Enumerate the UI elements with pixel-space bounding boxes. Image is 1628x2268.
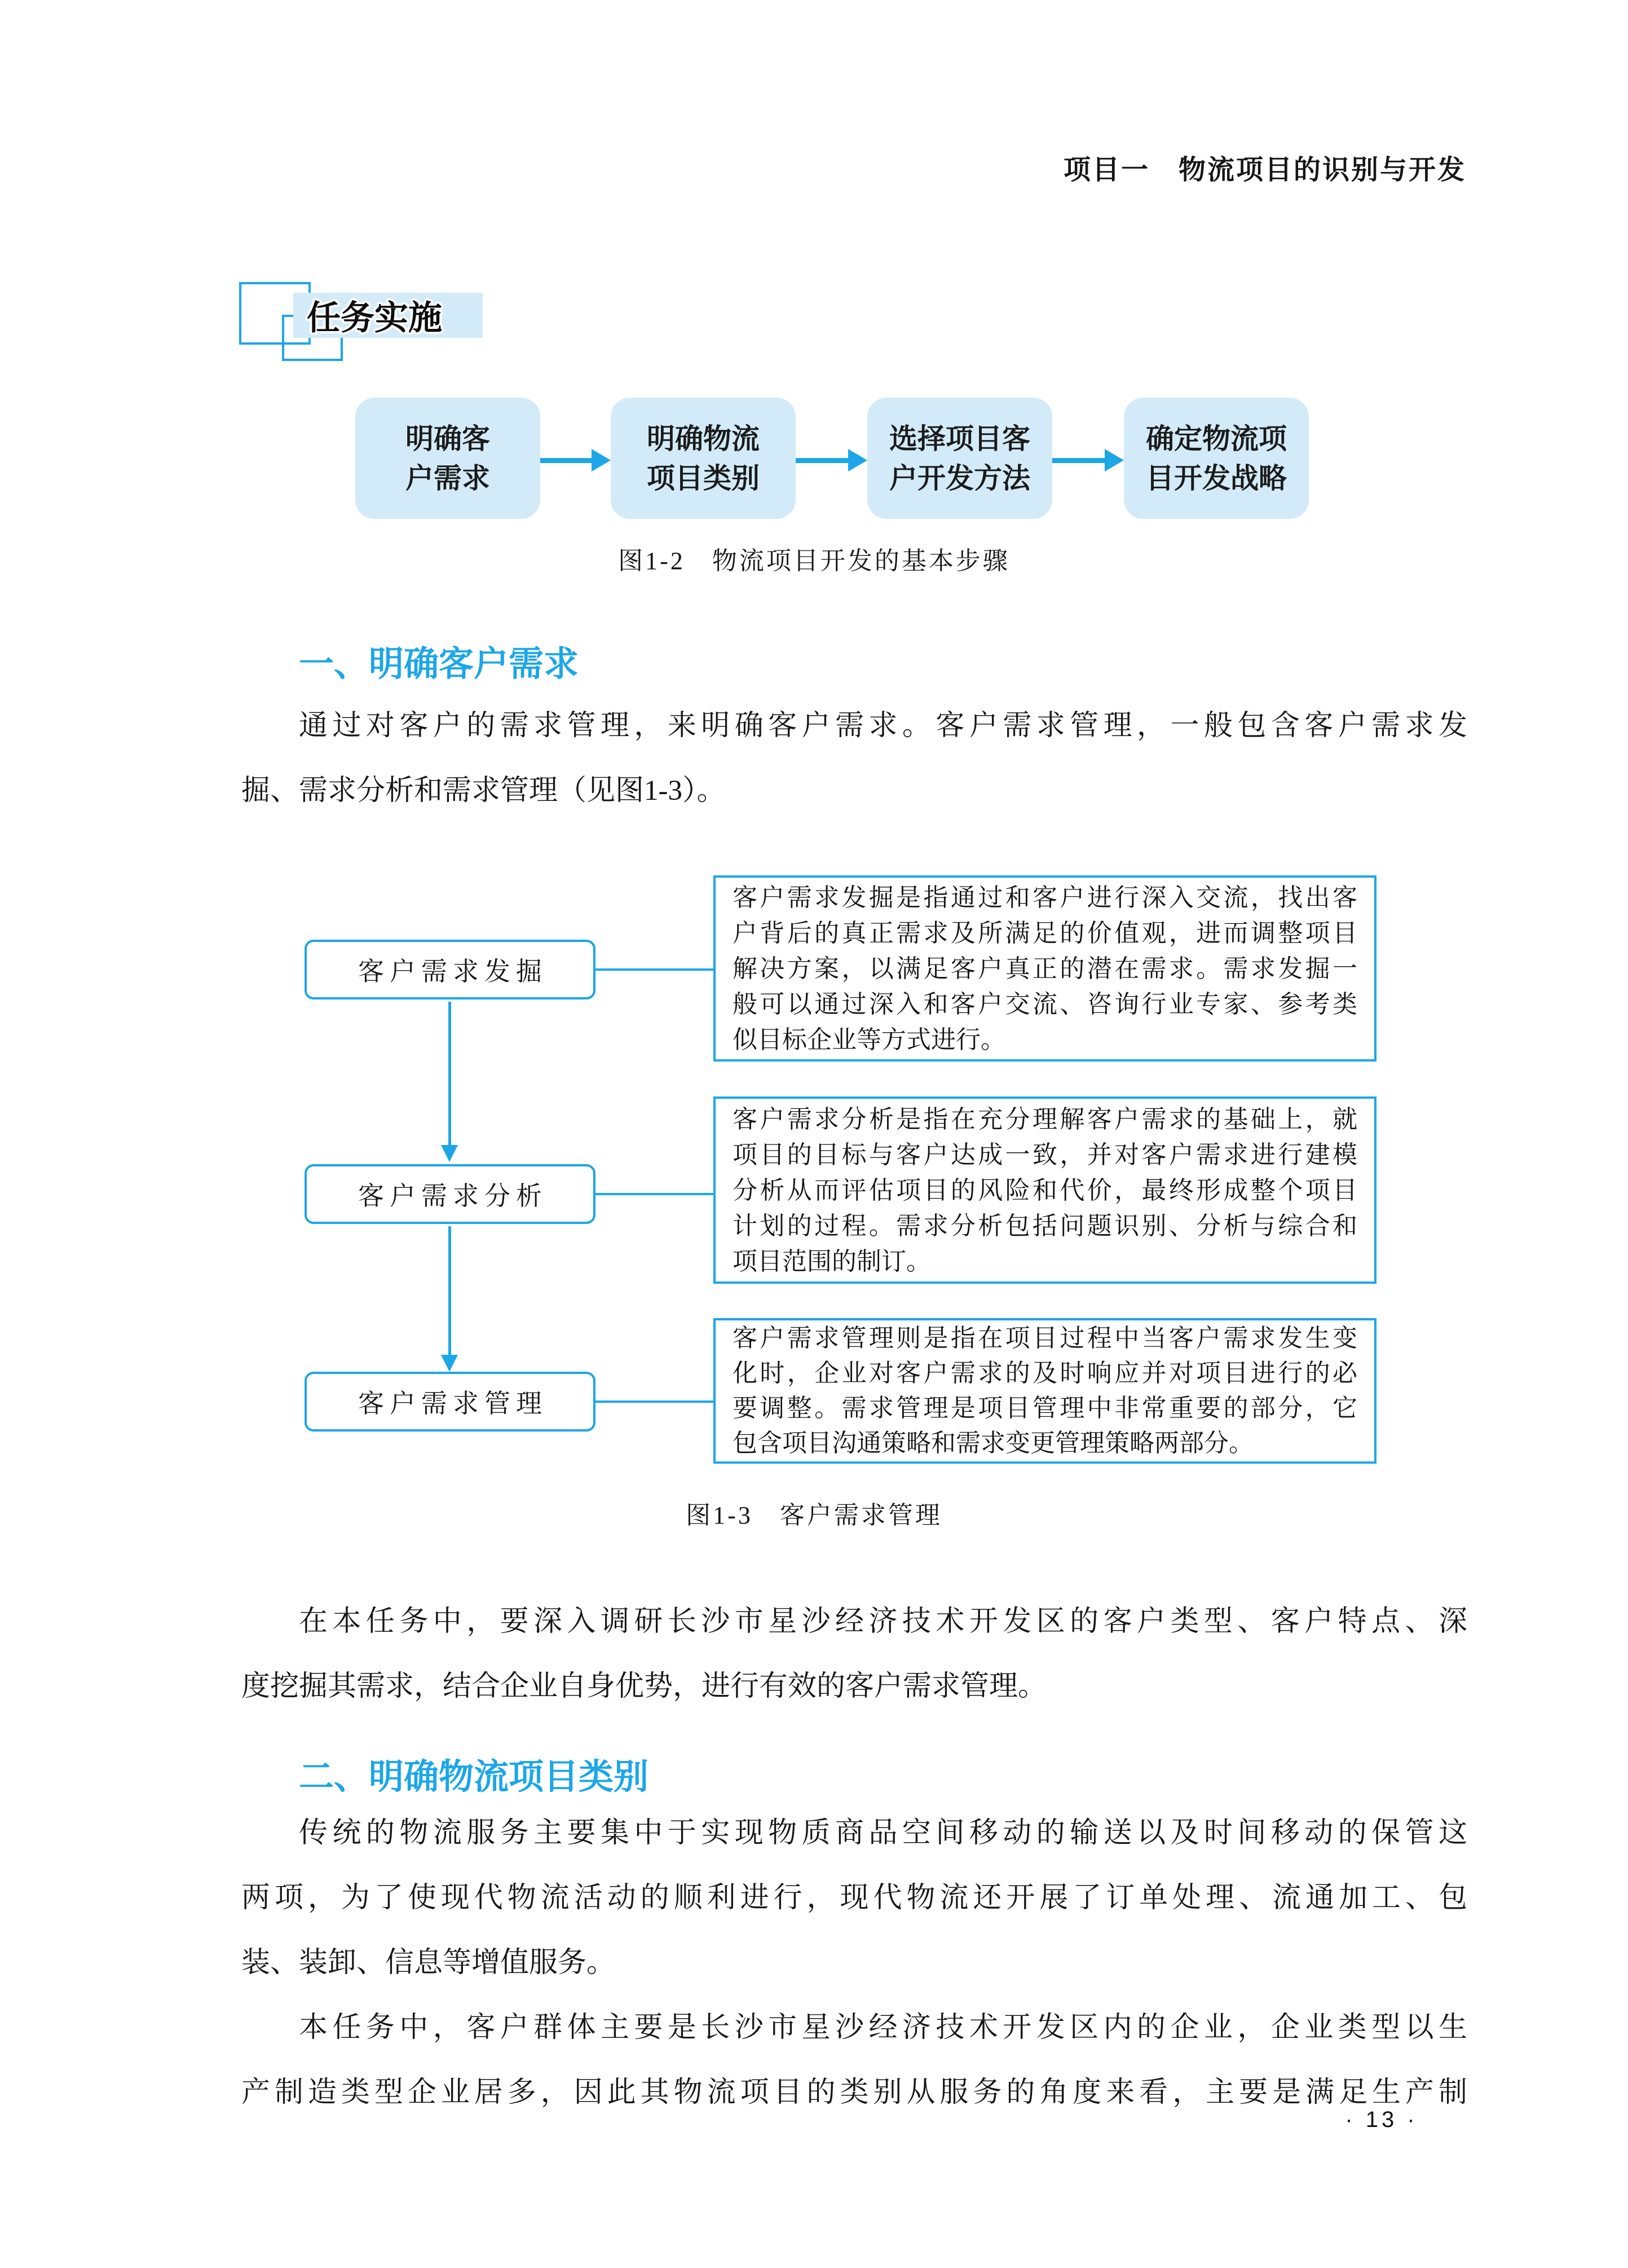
need-analysis-description-box bbox=[713, 1096, 1376, 1284]
need-management-description-box bbox=[713, 1318, 1376, 1464]
task-badge-label: 任务实施 bbox=[307, 300, 442, 337]
task-badge bbox=[293, 293, 483, 338]
description-line: 似目标企业等方式进行。 bbox=[733, 1025, 1005, 1054]
paragraph-line: 装、装卸、信息等增值服务。 bbox=[241, 1947, 616, 1979]
need-analysis-node-box: 客户需求分析 bbox=[305, 1164, 595, 1224]
need-discovery-description-box bbox=[713, 875, 1376, 1062]
arrow-head-icon bbox=[592, 449, 611, 472]
arrow-head-icon bbox=[441, 1145, 458, 1162]
description-line: 项目范围的制订。 bbox=[733, 1247, 931, 1275]
body-paragraph-2 bbox=[241, 1589, 1467, 1719]
flow-right-arrow-3 bbox=[1052, 449, 1124, 472]
need-management-node-box: 客户需求管理 bbox=[305, 1372, 595, 1432]
paragraph-line: 在本任务中，要深入调研长沙市星沙经济技术开发区的客户类型、客户特点、深 bbox=[299, 1606, 1467, 1637]
node-link-line-3 bbox=[595, 1401, 713, 1403]
arrow-shaft bbox=[448, 1226, 451, 1356]
flow-right-arrow-2 bbox=[796, 449, 867, 472]
arrow-shaft bbox=[540, 458, 594, 463]
description-text bbox=[733, 1102, 1357, 1279]
description-line: 包含项目沟通策略和需求变更管理策略两部分。 bbox=[733, 1429, 1254, 1457]
arrow-shaft bbox=[1052, 458, 1107, 463]
need-discovery-node-box: 客户需求发掘 bbox=[305, 940, 595, 999]
arrow-shaft bbox=[448, 1002, 451, 1146]
paragraph-line: 本任务中，客户群体主要是长沙市星沙经济技术开发区内的企业，企业类型以生 bbox=[299, 2012, 1467, 2044]
node-down-arrow-1 bbox=[441, 1002, 458, 1162]
flow-step-4-line-1: 确定物流项 bbox=[1146, 422, 1287, 455]
description-line: 项目的目标与客户达成一致，并对客户需求进行建模 bbox=[733, 1140, 1357, 1169]
body-paragraph-4 bbox=[241, 1996, 1467, 2125]
description-line: 解决方案，以满足客户真正的潜在需求。需求发掘一 bbox=[733, 954, 1357, 983]
description-line: 化时，企业对客户需求的及时响应并对项目进行的必 bbox=[733, 1359, 1357, 1387]
paragraph-line: 通过对客户的需求管理，来明确客户需求。客户需求管理，一般包含客户需求发 bbox=[299, 710, 1467, 742]
flow-step-1-line-1: 明确客 bbox=[405, 422, 490, 455]
flow-step-2-line-1: 明确物流 bbox=[647, 422, 760, 455]
flow-step-2-line-2: 项目类别 bbox=[647, 462, 760, 494]
arrow-head-icon bbox=[1105, 449, 1124, 472]
arrow-shaft bbox=[796, 458, 850, 463]
paragraph-line: 传统的物流服务主要集中于实现物质商品空间移动的输送以及时间移动的保管这 bbox=[299, 1817, 1467, 1849]
flow-step-box-4 bbox=[1124, 398, 1309, 519]
flow-step-4-line-2: 目开发战略 bbox=[1146, 462, 1287, 494]
description-line: 般可以通过深入和客户交流、咨询行业专家、参考类 bbox=[733, 990, 1357, 1018]
node-link-line-1 bbox=[595, 968, 713, 971]
figure-1-3-caption: 图1-3 客户需求管理 bbox=[686, 1501, 942, 1529]
arrow-head-icon bbox=[441, 1355, 458, 1372]
node-link-line-2 bbox=[595, 1193, 713, 1195]
description-line: 户背后的真正需求及所满足的价值观，进而调整项目 bbox=[733, 919, 1357, 947]
paragraph-line: 产制造类型企业居多，因此其物流项目的类别从服务的角度来看，主要是满足生产制 bbox=[241, 2077, 1467, 2108]
node-down-arrow-2 bbox=[441, 1226, 458, 1372]
description-text bbox=[733, 880, 1357, 1058]
arrow-head-icon bbox=[848, 449, 867, 472]
paragraph-line: 掘、需求分析和需求管理（见图1-3）。 bbox=[241, 775, 726, 807]
body-paragraph-1 bbox=[241, 694, 1467, 823]
description-line: 计划的过程。需求分析包括问题识别、分析与综合和 bbox=[733, 1212, 1357, 1240]
flow-step-box-1 bbox=[355, 398, 540, 519]
flow-right-arrow-1 bbox=[540, 449, 611, 472]
section-heading-1: 一、明确客户需求 bbox=[299, 645, 579, 684]
paragraph-line: 两项，为了使现代物流活动的顺利进行，现代物流还开展了订单处理、流通加工、包 bbox=[241, 1882, 1467, 1914]
description-line: 客户需求分析是指在充分理解客户需求的基础上，就 bbox=[733, 1105, 1357, 1133]
description-line: 分析从而评估项目的风险和代价，最终形成整个项目 bbox=[733, 1176, 1357, 1204]
flow-step-3-line-1: 选择项目客 bbox=[889, 422, 1030, 455]
flow-step-box-3 bbox=[867, 398, 1052, 519]
section-heading-2: 二、明确物流项目类别 bbox=[299, 1758, 649, 1796]
description-line: 客户需求管理则是指在项目过程中当客户需求发生变 bbox=[733, 1324, 1357, 1352]
paragraph-line: 度挖掘其需求，结合企业自身优势，进行有效的客户需求管理。 bbox=[241, 1671, 1047, 1702]
description-line: 客户需求发掘是指通过和客户进行深入交流，找出客 bbox=[733, 883, 1357, 911]
flow-step-box-2 bbox=[611, 398, 796, 519]
figure-1-2-caption: 图1-2 物流项目开发的基本步骤 bbox=[618, 547, 1010, 575]
description-line: 要调整。需求管理是项目管理中非常重要的部分，它 bbox=[733, 1394, 1357, 1422]
description-text bbox=[733, 1321, 1357, 1461]
flow-step-1-line-2: 户需求 bbox=[405, 462, 490, 494]
flow-step-3-line-2: 户开发方法 bbox=[889, 462, 1030, 494]
page-number: · 13 · bbox=[1345, 2107, 1418, 2132]
running-header: 项目一 物流项目的识别与开发 bbox=[1063, 155, 1466, 185]
body-paragraph-3 bbox=[241, 1801, 1467, 1996]
